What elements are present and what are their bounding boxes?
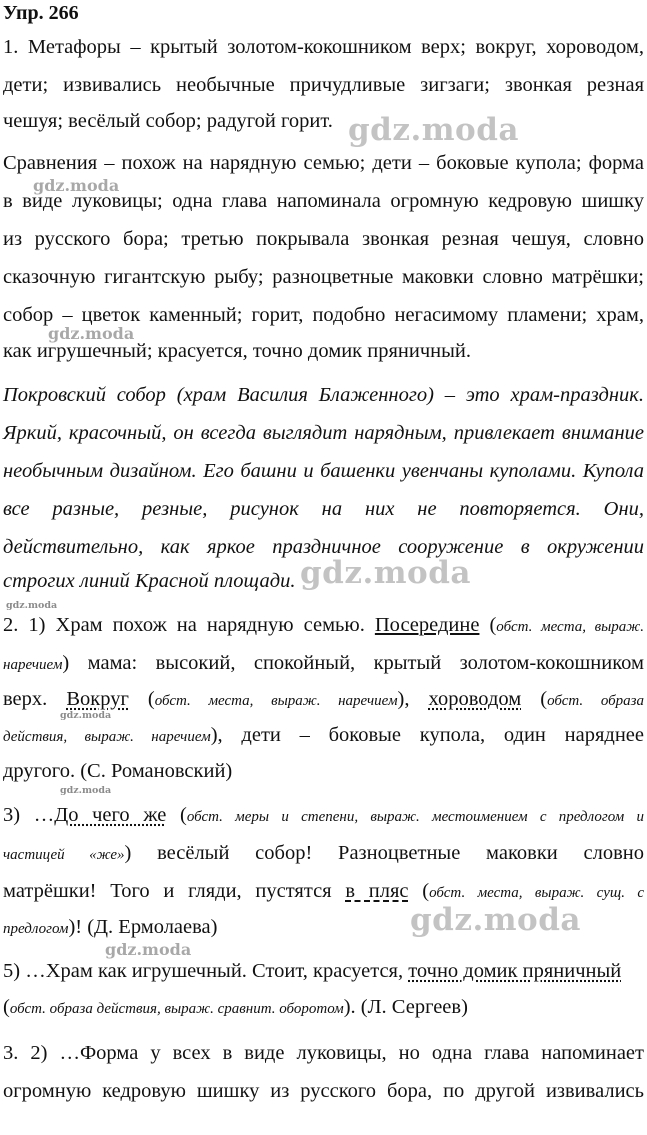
text-fragment: 5) …Храм как игрушечный. Стоит, красуется,	[3, 960, 409, 982]
watermark: gdz.moda	[6, 600, 58, 611]
essay-line-4: все разные, резные, рисунок на них не повторяется. Они,	[3, 498, 644, 520]
underlined-adverbial: До чего же	[54, 804, 167, 826]
text-fragment: (	[521, 688, 548, 710]
essay-line-2: Яркий, красочный, он всегда выглядит нарядным, привлекает внимание	[3, 422, 644, 444]
similes-line-3: из русского бора; третью покрывала звонкая резная чешуя, словно	[3, 228, 644, 250]
grammar-note: обст. места, выраж. наречием	[154, 693, 398, 709]
text-fragment: 2. 1) Храм похож на нарядную семью.	[3, 614, 375, 636]
similes-line-5: собор – цветок каменный; горит, подобно негасимому пламени; храм,	[3, 304, 644, 326]
essay-line-3: необычным дизайном. Его башни и башенки увенчаны куполами. Купола	[3, 460, 644, 482]
text-fragment: (	[128, 688, 155, 710]
text-fragment: ), дети – боковые купола, один наряднее	[210, 724, 644, 746]
text-fragment: ) весёлый собор! Разноцветные маковки словно	[124, 842, 644, 864]
grammar-note: обст. образа действия, выраж. сравнит. оборотом	[9, 1001, 344, 1017]
watermark: gdz.moda	[48, 324, 135, 343]
text-fragment: (	[408, 880, 430, 902]
watermark: gdz.moda	[348, 112, 519, 148]
grammar-note: обст. места, выраж.	[496, 619, 645, 635]
grammar-note: обст. места, выраж. сущ. с	[429, 885, 644, 901]
underlined-adverbial: Вокруг	[66, 688, 129, 710]
text-fragment: ) мама: высокий, спокойный, крытый золотом-кокошником	[62, 652, 644, 674]
text-fragment: (	[3, 996, 10, 1018]
s3-line-2	[3, 840, 644, 868]
s5-line-2	[3, 994, 644, 1022]
grammar-note: предлогом	[3, 921, 69, 937]
text-fragment: ). (Л. Сергеев)	[343, 996, 468, 1018]
text-fragment: 3) …	[3, 804, 55, 826]
grammar-note: частицей «же»	[3, 847, 125, 863]
s32-line-2: огромную кедровую шишку из русского бора, по другой извивались	[3, 1080, 644, 1102]
text-fragment: ),	[397, 688, 429, 710]
metaphors-line-1: 1. Метафоры – крытый золотом-кокошником верх; вокруг, хороводом,	[3, 36, 644, 58]
grammar-note: обст. образа	[547, 693, 645, 709]
grammar-note: действия, выраж. наречием	[3, 729, 211, 745]
similes-line-4: сказочную гигантскую рыбу; разноцветные маковки словно матрёшки;	[3, 266, 644, 288]
watermark: gdz.moda	[33, 176, 120, 195]
text-fragment: )! (Д. Ермолаева)	[68, 916, 218, 938]
watermark: gdz.moda	[60, 710, 112, 721]
s2-line-5: другого. (С. Романовский)	[3, 760, 233, 782]
text-fragment: (	[479, 614, 497, 636]
exercise-title: Упр. 266	[3, 2, 79, 24]
metaphors-line-2: дети; извивались необычные причудливые зигзаги; звонкая резная	[3, 74, 644, 96]
s2-line-1	[3, 612, 644, 640]
watermark: gdz.moda	[60, 785, 112, 796]
grammar-note: обст. меры и степени, выраж. местоимением с предлогом и	[186, 809, 644, 825]
metaphors-line-3: чешуя; весёлый собор; радугой горит.	[3, 110, 333, 132]
essay-line-5: действительно, как яркое праздничное сооружение в окружении	[3, 536, 644, 558]
watermark: gdz.moda	[300, 555, 471, 591]
similes-line-1: Сравнения – похож на нарядную семью; дети – боковые купола; форма	[3, 152, 644, 174]
s32-line-1: 3. 2) …Форма у всех в виде луковицы, но одна глава напоминает	[3, 1042, 644, 1064]
watermark: gdz.moda	[410, 902, 581, 938]
underlined-adverbial: точно домик пряничный	[408, 960, 622, 982]
grammar-note: наречием	[3, 657, 63, 673]
text-fragment: матрёшки! Того и гляди, пустятся	[3, 880, 346, 902]
underlined-adverbial: в пляс	[345, 880, 409, 902]
essay-line-6: строгих линий Красной площади.	[3, 570, 296, 592]
s2-line-2	[3, 650, 644, 678]
similes-line-2: в виде луковицы; одна глава напоминала огромную кедровую шишку	[3, 190, 644, 212]
s3-line-1	[3, 802, 644, 830]
underlined-adverbial: Посередине	[374, 614, 480, 636]
essay-line-1: Покровский собор (храм Василия Блаженного) – это храм-праздник.	[3, 384, 644, 406]
text-fragment: (	[166, 804, 187, 826]
underlined-adverbial: хороводом	[428, 688, 522, 710]
text-fragment: верх.	[3, 688, 67, 710]
similes-line-6: как игрушечный; красуется, точно домик пряничный.	[3, 340, 471, 362]
s2-line-4	[3, 722, 644, 750]
s5-line-1	[3, 958, 644, 984]
watermark: gdz.moda	[105, 940, 192, 959]
